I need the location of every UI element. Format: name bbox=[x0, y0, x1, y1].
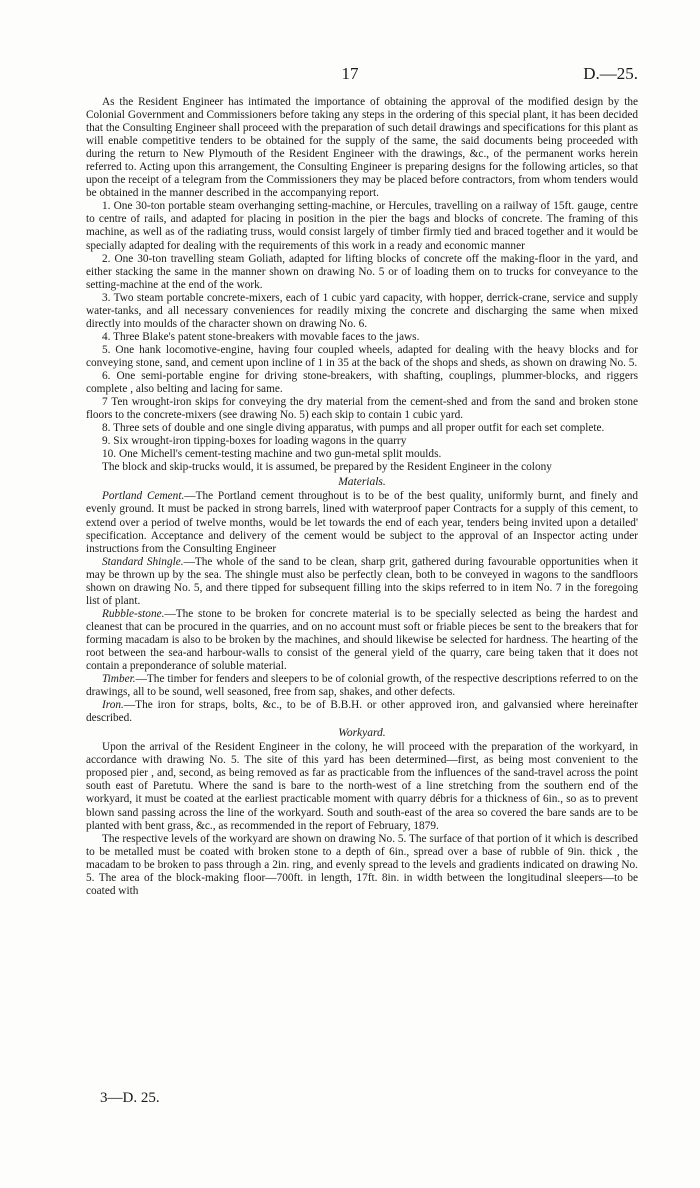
plant-item-8: 8. Three sets of double and one single diving apparatus, with pumps and all proper outfit for each set complete. bbox=[102, 422, 605, 435]
material-timber bbox=[86, 673, 638, 699]
material-text: —The iron for straps, bolts, &c., to be of B.B.H. or other approved iron, and galvansied where hereinafter described. bbox=[86, 699, 638, 725]
plant-item-5: 5. One hank locomotive-engine, having four coupled wheels, adapted for dealing with the heavy blocks and for conveying stone, sand, and cement upon incline of 1 in 35 at the back of the shops and sheds, as shown on drawing No. 5. bbox=[86, 343, 638, 369]
page-number: 17 bbox=[341, 64, 359, 83]
page-body bbox=[86, 96, 638, 898]
material-portland-cement bbox=[86, 490, 638, 555]
plant-item-3: 3. Two steam portable concrete-mixers, each of 1 cubic yard capacity, with hopper, derrick-crane, service and supply water-tanks, and all necessary conveniences for readily mixing the concrete and discharging the same when mixed directly into moulds of the character shown on drawing No. 6. bbox=[86, 291, 638, 330]
page-signature: 3—D. 25. bbox=[100, 1090, 160, 1106]
plant-item-9: 9. Six wrought-iron tipping-boxes for loading wagons in the quarry bbox=[102, 435, 407, 448]
material-iron bbox=[86, 699, 638, 725]
material-rubble-stone bbox=[86, 608, 638, 673]
plant-item-10: 10. One Michell's cement-testing machine and two gun-metal split moulds. bbox=[102, 448, 442, 461]
material-text: —The Portland cement throughout is to be of the best quality, uniformly burnt, and finely and evenly ground. It must be packed in strong barrels, lined with waterproof paper Contracts for a supply of this cement, to extend over a period of twelve months, would be let towards the end of each year, tenders being invited upon a detailed' specification. Acceptance and delivery of the cement would be subject to the approval of an Inspector acting under instructions from the Consulting Engineer bbox=[86, 490, 638, 555]
material-lead: Rubble-stone. bbox=[102, 607, 165, 620]
workyard-paragraph-2: The respective levels of the workyard are shown on drawing No. 5. The surface of that portion of it which is described to be metalled must be coated with broken stone to a depth of 6in., spread over a base of rubble of 9in. thick , the macadam to be broken to pass through a 2in. ring, and evenly spread to the levels and gradients indicated on drawing No. 5. The area of the block-making floor—700ft. in length, 17ft. 8in. in width between the longitudinal sleepers—to be coated with bbox=[86, 832, 638, 897]
plant-item-6: 6. One semi-portable engine for driving stone-breakers, with shafting, couplings, plummer-blocks, and riggers complete , also belting and lacing for same. bbox=[86, 369, 638, 396]
page-header bbox=[0, 64, 700, 88]
material-text: —The stone to be broken for concrete material is to be specially selected as being the hardest and cleanest that can be procured in the quarries, and on no account must soft or friable pieces be sent to the breakers that for forming macadam is also to be broken by the machines, and should likewise be selected for hardness. The hearting of the root between the sea-and harbour-walls to consist of the general yield of the quarry, care being taken that it does not contain a preponderance of soluble material. bbox=[86, 607, 638, 673]
workyard-paragraph-1: Upon the arrival of the Resident Engineer in the colony, he will proceed with the preparation of the workyard, in accordance with drawing No. 5. The site of this yard has been determined—first, as being most convenient to the proposed pier , and, second, as being removed as far as practicable from the influences of the sand-travel across the point south east of Paretutu. Where the sand is bare to the north-west of a line stretching from the southern end of the workyard, it must be coated at the earliest practicable moment with quarry débris for a thickness of 6in., so as to prevent blown sand passing across the line of the workyard. South and south-east of the area so covered the bare sands are to be planted with bent grass, &c., as recommended in the report of February, 1879. bbox=[86, 741, 638, 832]
material-text: —The whole of the sand to be clean, sharp grit, gathered during favourable opportunities when it may be thrown up by the sea. The shingle must also be perfectly clean, both to be conveyed in wagons to the sandfloors shown on drawing No. 5, and there tipped for subsequent filling into the skips referred to in item No. 7 in the foregoing list of plant. bbox=[86, 555, 638, 607]
intro-paragraph: As the Resident Engineer has intimated the importance of obtaining the approval of the modified design by the Colonial Government and Commissioners before taking any steps in the ordering of this special plant, it has been decided that the Consulting Engineer shall proceed with the preparation of such detail drawings and specifications for this plant as will enable competitive tenders to be obtained for the supply of the same, the said documents being proceeded with during the return to New Plymouth of the Resident Engineer with the drawings, &c., of the permanent works herein referred to. Acting upon this arrangement, the Consulting Engineer is preparing designs for the following articles, so that upon the receipt of a telegram from the Commissioners they may be placed before contractors, from whom tenders would be obtained in the manner described in the accompanying report. bbox=[86, 96, 638, 200]
material-lead: Portland Cement. bbox=[102, 490, 185, 503]
plant-item-1: 1. One 30-ton portable steam overhanging setting-machine, or Hercules, travelling on a railway of 15ft. gauge, centre to centre of rails, and adapted for placing in position in the pier the bags and blocks of concrete. The framing of this machine, as well as of the radiating truss, would consist largely of timber firmly tied and braced together and it would be specially adapted for dealing with the requirements of this work in a ready and economic manner bbox=[86, 200, 638, 252]
document-reference: D.—25. bbox=[583, 64, 638, 83]
material-lead: Timber. bbox=[102, 673, 136, 686]
material-text: —The timber for fenders and sleepers to be of colonial growth, of the respective descriptions referred to on the drawings, all to be sound, well seasoned, free from sap, shakes, and other defects. bbox=[86, 673, 638, 699]
plant-item-7: 7 Ten wrought-iron skips for conveying the dry material from the cement-shed and from the sand and broken stone floors to the concrete-mixers (see drawing No. 5) each skip to contain 1 cubic yard. bbox=[86, 396, 638, 422]
plant-item-2: 2. One 30-ton travelling steam Goliath, adapted for lifting blocks of concrete off the making-floor in the yard, and either stacking the same in the manner shown on drawing No. 5 or of loading them on to trucks for conveyance to the setting-machine at the end of the work. bbox=[86, 252, 638, 291]
materials-heading: Materials. bbox=[338, 476, 386, 489]
material-standard-shingle bbox=[86, 556, 638, 608]
plant-item-4: 4. Three Blake's patent stone-breakers with movable faces to the jaws. bbox=[102, 330, 420, 343]
material-lead: Standard Shingle. bbox=[102, 555, 184, 568]
plant-note: The block and skip-trucks would, it is assumed, be prepared by the Resident Engineer in the colony bbox=[102, 461, 552, 474]
workyard-heading: Workyard. bbox=[338, 727, 386, 740]
material-lead: Iron. bbox=[102, 699, 124, 712]
